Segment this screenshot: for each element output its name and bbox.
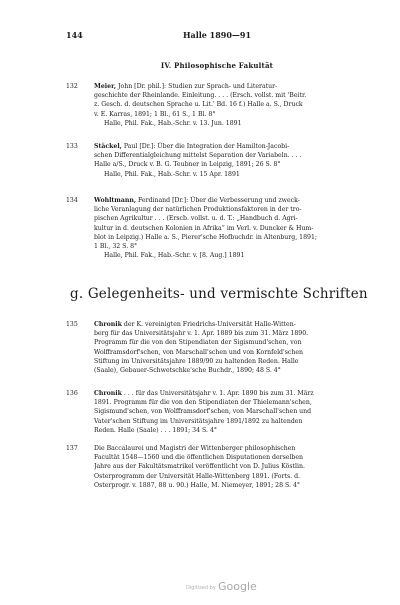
entry-line <box>94 407 370 416</box>
entry-line <box>94 426 370 435</box>
entry-line <box>94 417 370 426</box>
entry-line <box>94 462 370 471</box>
entry-line <box>94 320 370 329</box>
entry-line-text: . . . für das Universitätsjahr v. 1. Apr. 1890 bis zum 31. März <box>123 390 314 397</box>
entry-number: 134 <box>66 197 78 204</box>
entry-line <box>94 389 370 398</box>
bibliography-entry <box>66 142 370 179</box>
entry-line-text: v. E. Karras, 1891; 1 Bl., 61 S., 1 Bl. 8° <box>94 110 216 118</box>
entry-line-text: Wolfframsdorf'schen, von Marschall'schen und von Kornfeld'schen <box>94 348 303 356</box>
entry-line <box>94 398 370 407</box>
entry-line <box>94 348 370 357</box>
entry-number: 135 <box>66 321 78 328</box>
entry-line <box>94 329 370 338</box>
entry-author: Chronik <box>94 390 122 397</box>
entry-line <box>94 453 370 462</box>
entry-line-text: Reden. Halle (Saale) . . . 1891; 34 S. 4° <box>94 426 218 434</box>
entry-line-text: Programm für die von den Stipendiaten der Sigismund'schen, von <box>94 339 302 347</box>
entry-body <box>94 389 370 435</box>
entry-line <box>94 444 370 453</box>
entry-line-text: kultur in d. deutschen Kolonien in Afrika“ im Verl. v. Duncker & Hum- <box>94 224 314 232</box>
entry-author: Meier, <box>94 83 117 90</box>
entry-body <box>94 82 370 128</box>
subsection-heading: g. Gelegenheits- und vermischte Schriften <box>70 286 368 302</box>
entry-line <box>94 242 370 251</box>
entry-line <box>94 233 370 242</box>
entry-line <box>94 366 370 375</box>
entry-number: 137 <box>66 445 78 452</box>
entry-line-text: schen Differentialgleichung mittelst Separation der Variabeln. . . . <box>94 152 302 160</box>
entry-number: 136 <box>66 390 78 397</box>
entry-line <box>94 142 370 151</box>
entry-body <box>94 444 370 490</box>
entry-line-text: 1 Bl., 32 S. 8° <box>94 243 138 251</box>
entry-body <box>94 320 370 375</box>
entry-line-text: blot in Leipzig.) Halle a. S., Pierer'sche Hofbuchdr. in Altenburg, 1891; <box>94 233 317 241</box>
entry-line <box>94 100 370 109</box>
entry-line-text: liche Veranlagung der natürlichen Produktionsfaktoren in der tro- <box>94 206 302 214</box>
entry-line-text: Stiftung im Universitätsjahre 1889/90 zu haltenden Reden. Halle <box>94 357 299 365</box>
entry-line <box>94 481 370 490</box>
entry-author: Chronik <box>94 321 122 328</box>
entry-line <box>94 151 370 160</box>
entry-line <box>94 196 370 205</box>
page-number: 144 <box>66 30 83 40</box>
running-header <box>66 30 368 42</box>
bibliography-entry <box>66 389 370 435</box>
entry-line-text: Die Baccalaurei und Magistri der Wittenberger philosophischen <box>94 445 296 452</box>
entry-author: Wohltmann, <box>94 197 136 204</box>
bibliography-entry <box>66 444 370 490</box>
entry-line <box>94 338 370 347</box>
entry-line-text: John [Dr. phil.]: Studien zur Sprach- und Literatur- <box>118 83 278 90</box>
entry-line-text: Ferdinand [Dr.]: Über die Verbesserung und zweck- <box>137 197 300 204</box>
digitization-footer <box>0 578 400 598</box>
entry-line <box>94 160 370 169</box>
entry-line-text: pischen Agrikultur . . . (Erscb. vollst. u. d. T.: „Handbuch d. Agri- <box>94 215 298 223</box>
entry-line <box>94 357 370 366</box>
entry-body <box>94 142 370 179</box>
entry-line <box>94 82 370 91</box>
entry-line-text: Osterprogr. v. 1887, 88 u. 90.) Halle, M. Niemeyer, 1891; 28 S. 4° <box>94 481 301 489</box>
entry-line-text: Halle a/S., Druck v. B. G. Teubner in Leipzig, 1891; 26 S. 8° <box>94 161 281 169</box>
entry-line-text: 1891. Programm für die von den Stipendiaten der Thielemann'schen, <box>94 399 312 407</box>
entry-author: Stäckel, <box>94 143 122 150</box>
entry-line-text: Facultät 1548—1560 und die öffentlichen Disputationen derselben <box>94 454 304 462</box>
entry-line-text: z. Gesch. d. deutschen Sprache u. Lit.' Bd. 16 f.) Halle a. S., Druck <box>94 101 303 109</box>
digitized-by-text: Digitized by <box>186 585 216 591</box>
section-title: IV. Philosophische Fakultät <box>160 61 274 70</box>
entry-number: 132 <box>66 83 78 90</box>
entry-line-text: Paul [Dr.]: Über die Integration der Hamilton-Jacobi- <box>123 143 290 150</box>
entry-line-text: Jahre aus der Fakultätsmatrikel veröffentlicht von D. Julius Köstlin. <box>94 463 305 471</box>
running-title: Halle 1890—91 <box>182 30 252 40</box>
entry-line-text: Sigismund'schen, von Wolfframsdorf'schen, von Marschall'schen und <box>94 408 312 416</box>
entry-imprint: Halle, Phil. Fak., Hab.-Schr. v. 13. Jun. 1891 <box>104 119 242 127</box>
entry-line <box>94 224 370 233</box>
entry-line <box>94 205 370 214</box>
bibliography-entry <box>66 82 370 128</box>
entry-line-text: Vater'schen Stiftung im Universitätsjahre 1891/1892 zu haltenden <box>94 417 303 425</box>
entry-body <box>94 196 370 260</box>
entry-line <box>94 472 370 481</box>
entry-imprint: Halle, Phil. Fak., Hab.-Schr. v. [8. Aug.] 1891 <box>104 252 245 260</box>
entry-number: 133 <box>66 143 78 150</box>
bibliography-entry <box>66 320 370 375</box>
entry-line <box>94 110 370 119</box>
bibliography-entry <box>66 196 370 260</box>
entry-line <box>94 91 370 100</box>
entry-line-text: (Saale), Gebauer-Schwetschke'sche Buchdr., 1890; 48 S. 4° <box>94 367 281 375</box>
entry-line-text: Osterprogramm der Universität Halle-Wittenberg 1891. (Forts. d. <box>94 472 300 480</box>
entry-line-text: geschichte der Rheinlande. Einleitung. . . . (Ersch. vollst. mit 'Beitr. <box>94 92 307 100</box>
entry-line <box>94 214 370 223</box>
google-logo: Google <box>218 580 257 593</box>
entry-line-text: der K. vereinigten Friedrichs-Universität Halle-Witten- <box>123 321 296 328</box>
entry-imprint: Halle, Phil. Fak., Hab.-Schr. v. 15 Apr. 1891 <box>104 170 240 178</box>
entry-line-text: berg für das Universitätsjahr v. 1. Apr. 1889 bis zum 31. März 1890. <box>94 330 309 338</box>
